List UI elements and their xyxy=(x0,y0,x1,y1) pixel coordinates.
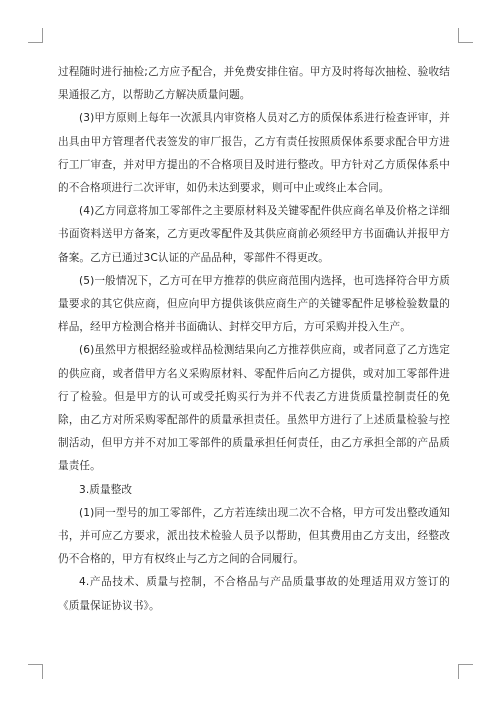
paragraph-continued-inspection: 过程随时进行抽检;乙方应予配合，并免费安排住宿。甲方及时将每次抽检、验收结果通报乙方，以帮助乙方解决质量问题。 xyxy=(58,66,450,102)
crop-mark-bottom-right xyxy=(458,664,473,679)
section-heading-quality-rectification: 3.质量整改 xyxy=(79,483,133,496)
paragraph-quality-responsibility: (6)虽然甲方根据经验或样品检测结果向乙方推荐供应商，或者同意了乙方选定的供应商，或者借甲方名义采购原材料、零配件后向乙方提供，或对加工零部件进行了检验。但是甲方的认可或受托购买行为并不代表乙方进货质量控制责任的免除，由乙方对所采购零配部件的质量承担责任。虽然甲方进行了上述质量检验与控制活动，但甲方并不对加工零部件的质量承担任何责任，由乙方承担全部的产品质量责任。 xyxy=(58,344,450,473)
paragraph-rectification-notice: (1)同一型号的加工零部件，乙方若连续出现二次不合格，甲方可发出整改通知书，并可应乙方要求，派出技术检验人员予以帮助，但其费用由乙方支出，经整改仍不合格的，甲方有权终止与乙方之间的合同履行。 xyxy=(58,506,450,566)
crop-mark-bottom-left xyxy=(28,664,43,679)
paragraph-supplier-list: (4)乙方同意将加工零部件之主要原材料及关键零配件供应商名单及价格之详细书面资料送甲方备案，乙方更改零配件及其供应商前必须经甲方书面确认并报甲方备案。乙方已通过3C认证的产品品种，零部件不得更改。 xyxy=(58,205,450,264)
crop-mark-top-left xyxy=(28,28,43,43)
paragraph-supplier-selection: (5)一般情况下，乙方可在甲方推荐的供应商范围内选择，也可选择符合甲方质量要求的其它供应商，但应向甲方提供该供应商生产的关键零配件足够检验数量的样品，经甲方检测合格并书面确认、封样交甲方后，方可采购并投入生产。 xyxy=(58,274,450,334)
document-body xyxy=(58,61,450,618)
crop-mark-top-right xyxy=(458,28,473,43)
paragraph-factory-audit: (3)甲方原则上每年一次派具内审资格人员对乙方的质保体系进行检查评审，并出具由甲方管理者代表签发的审厂报告，乙方有责任按照质保体系要求配合甲方进行工厂审查，并对甲方提出的不合格项目及时进行整改。甲方针对乙方质保体系中的不合格项进行二次评审，如仍未达到要求，则可中止或终止本合同。 xyxy=(58,112,450,195)
paragraph-quality-agreement: 4.产品技术、质量与控制，不合格品与产品质量事故的处理适用双方签订的《质量保证协议书》。 xyxy=(58,576,450,612)
